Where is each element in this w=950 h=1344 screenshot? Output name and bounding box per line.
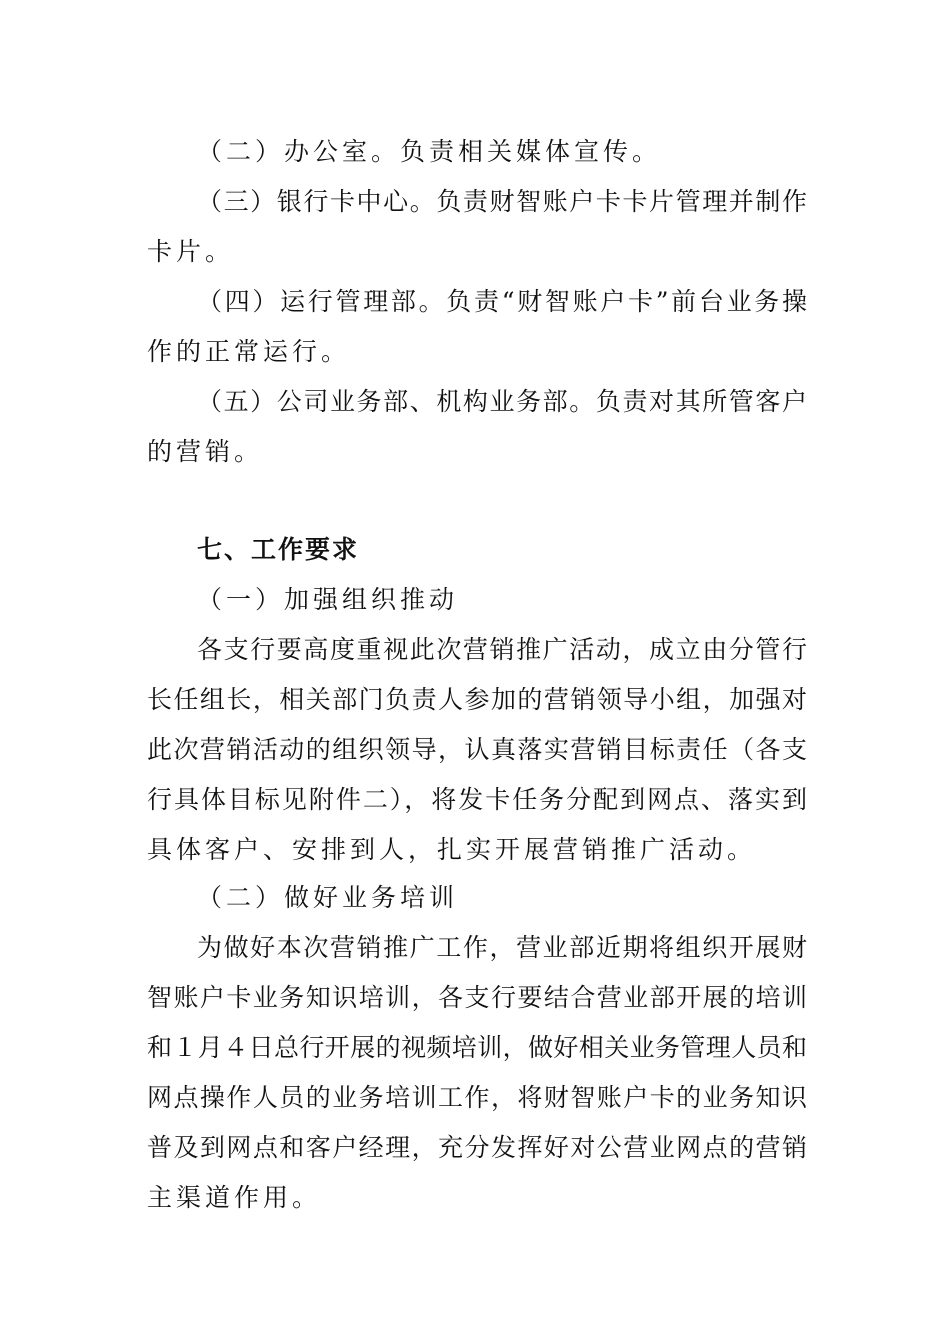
subsection-title-2: （二）做好业务培训 — [197, 883, 459, 912]
item-card-center-cont: 卡片。 — [147, 237, 235, 266]
paragraph-line: 网点操作人员的业务培训工作，将财智账户卡的业务知识 — [147, 1083, 807, 1112]
paragraph-line: 主渠道作用。 — [147, 1183, 322, 1212]
paragraph-line: 长任组长，相关部门负责人参加的营销领导小组，加强对 — [147, 685, 807, 714]
item-office: （二）办公室。负责相关媒体宣传。 — [197, 137, 662, 166]
paragraph-line: 具体客户、安排到人，扎实开展营销推广活动。 — [147, 835, 757, 864]
item-business-depts: （五）公司业务部、机构业务部。负责对其所管客户 — [197, 387, 807, 416]
paragraph-line: 各支行要高度重视此次营销推广活动，成立由分管行 — [197, 635, 807, 664]
item-business-depts-cont: 的营销。 — [147, 437, 264, 466]
paragraph-line: 普及到网点和客户经理，充分发挥好对公营业网点的营销 — [147, 1133, 807, 1162]
paragraph-line: 行具体目标见附件二），将发卡任务分配到网点、落实到 — [147, 785, 807, 814]
subsection-title-1: （一）加强组织推动 — [197, 585, 459, 614]
paragraph-line: 智账户卡业务知识培训，各支行要结合营业部开展的培训 — [147, 983, 807, 1012]
paragraph-line: 为做好本次营销推广工作，营业部近期将组织开展财 — [197, 933, 807, 962]
item-operations-cont: 作的正常运行。 — [147, 337, 351, 366]
item-card-center: （三）银行卡中心。负责财智账户卡卡片管理并制作 — [197, 187, 807, 216]
section-heading: 七、工作要求 — [197, 535, 360, 564]
paragraph-line: 此次营销活动的组织领导，认真落实营销目标责任（各支 — [147, 735, 807, 764]
paragraph-line: 和１月４日总行开展的视频培训，做好相关业务管理人员和 — [147, 1033, 807, 1062]
item-operations: （四）运行管理部。负责“财智账户卡”前台业务操 — [197, 287, 807, 316]
